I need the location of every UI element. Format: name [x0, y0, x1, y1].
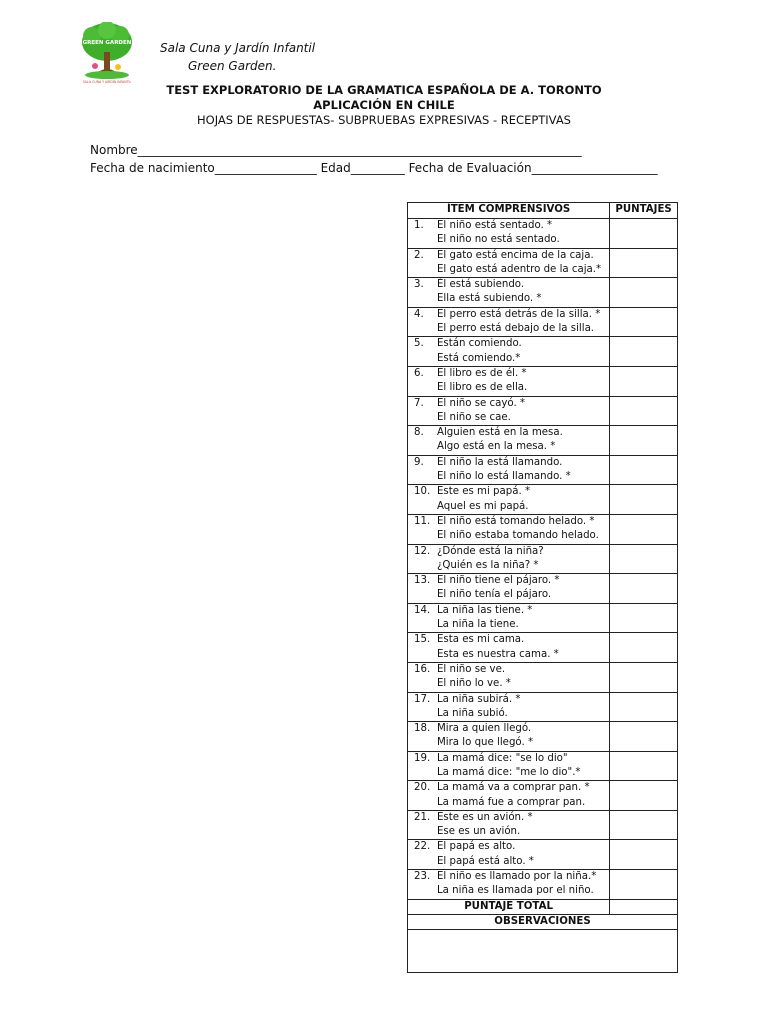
- item-option-b: El niño lo ve. *: [437, 678, 511, 690]
- item-line-1: [408, 574, 609, 588]
- table-row: [408, 248, 678, 278]
- item-option-a: La niña las tiene. *: [437, 604, 533, 616]
- item-number: 9.: [414, 456, 424, 468]
- item-line-1: [408, 308, 609, 322]
- score-cell[interactable]: [610, 692, 678, 722]
- item-cell: [408, 544, 610, 574]
- observations-input[interactable]: [408, 930, 678, 973]
- item-option-b: El niño se cae.: [437, 411, 511, 423]
- table-row: [408, 574, 678, 604]
- answer-table: [407, 202, 678, 973]
- item-option-a: El gato está encima de la caja.: [437, 249, 594, 261]
- item-option-b: El niño lo está llamando. *: [437, 471, 571, 483]
- table-row: [408, 485, 678, 515]
- observations-body-row: [408, 930, 678, 973]
- item-cell: [408, 662, 610, 692]
- item-option-a: El niño está tomando helado. *: [437, 515, 595, 527]
- item-option-a: El niño está sentado. *: [437, 220, 553, 231]
- table-row: [408, 722, 678, 752]
- item-number: 22.: [414, 841, 431, 853]
- score-cell[interactable]: [610, 544, 678, 574]
- item-option-a: El niño es llamado por la niña.*: [437, 871, 597, 883]
- item-option-a: El niño se cayó. *: [437, 397, 526, 409]
- item-line-1: [408, 604, 609, 618]
- item-option-a: Están comiendo.: [437, 338, 522, 350]
- total-score-cell[interactable]: [610, 899, 678, 914]
- item-line-1: [408, 397, 609, 411]
- item-option-a: Alguien está en la mesa.: [437, 427, 563, 439]
- item-line-1: [408, 545, 609, 559]
- item-line-1: [408, 485, 609, 499]
- item-number: 3.: [414, 279, 424, 291]
- item-line-1: [408, 426, 609, 440]
- score-cell[interactable]: [610, 485, 678, 515]
- table-row: [408, 751, 678, 781]
- observations-label: OBSERVACIONES: [408, 914, 678, 929]
- table-row: [408, 870, 678, 900]
- score-cell[interactable]: [610, 781, 678, 811]
- item-line-1: [408, 249, 609, 263]
- item-cell: [408, 248, 610, 278]
- item-cell: [408, 366, 610, 396]
- item-cell: [408, 870, 610, 900]
- item-cell: [408, 633, 610, 663]
- item-line-1: [408, 663, 609, 677]
- item-option-b: La niña la tiene.: [437, 619, 519, 631]
- score-cell[interactable]: [610, 574, 678, 604]
- item-cell: [408, 692, 610, 722]
- item-line-1: [408, 515, 609, 529]
- table-row: [408, 337, 678, 367]
- document-title: TEST EXPLORATORIO DE LA GRAMATICA ESPAÑOLA DE A. TORONTO: [166, 83, 602, 97]
- item-number: 8.: [414, 427, 424, 439]
- total-label: PUNTAJE TOTAL: [408, 899, 610, 914]
- item-option-b: Mira lo que llegó. *: [437, 737, 534, 749]
- table-row: [408, 603, 678, 633]
- item-line-1: [408, 693, 609, 707]
- score-cell[interactable]: [610, 662, 678, 692]
- score-cell[interactable]: [610, 278, 678, 308]
- item-cell: [408, 722, 610, 752]
- item-option-a: Este es mi papá. *: [437, 486, 531, 498]
- score-cell[interactable]: [610, 751, 678, 781]
- item-number: 13.: [414, 575, 431, 587]
- table-row: [408, 307, 678, 337]
- item-number: 15.: [414, 634, 431, 646]
- item-option-b: Está comiendo.*: [437, 352, 521, 364]
- item-option-b: La niña subió.: [437, 707, 508, 719]
- item-line-1: [408, 337, 609, 351]
- item-option-a: La niña subirá. *: [437, 693, 521, 705]
- school-name-line2: Green Garden.: [188, 59, 277, 73]
- item-cell: [408, 485, 610, 515]
- score-cell[interactable]: [610, 366, 678, 396]
- item-option-a: La mamá dice: "se lo dio": [437, 752, 568, 764]
- item-cell: [408, 307, 610, 337]
- score-cell[interactable]: [610, 840, 678, 870]
- school-name-line1: Sala Cuna y Jardín Infantil: [160, 41, 316, 55]
- item-cell: [408, 337, 610, 367]
- score-cell[interactable]: [610, 722, 678, 752]
- item-option-b: Ella está subiendo. *: [437, 293, 542, 305]
- item-option-b: El perro está debajo de la silla.: [437, 323, 595, 335]
- item-option-a: ¿Dónde está la niña?: [437, 545, 544, 557]
- total-row: [408, 899, 678, 914]
- document-subtitle: HOJAS DE RESPUESTAS- SUBPRUEBAS EXPRESIVAS - RECEPTIVAS: [197, 113, 571, 127]
- item-option-a: El niño tiene el pájaro. *: [437, 575, 560, 587]
- item-number: 20.: [414, 782, 431, 794]
- item-number: 5.: [414, 338, 424, 350]
- item-line-1: [408, 811, 609, 825]
- item-option-b: El niño no está sentado.: [437, 234, 560, 246]
- item-number: 17.: [414, 693, 431, 705]
- observations-header-row: [408, 914, 678, 929]
- item-cell: [408, 574, 610, 604]
- item-line-1: [408, 752, 609, 766]
- dates-field[interactable]: Fecha de nacimiento_________________ Edad_________ Fecha de Evaluación_____________________: [90, 161, 658, 175]
- item-option-b: Algo está en la mesa. *: [437, 441, 556, 453]
- item-option-a: El perro está detrás de la silla. *: [437, 308, 601, 320]
- table-row: [408, 455, 678, 485]
- item-cell: [408, 810, 610, 840]
- item-option-b: La niña es llamada por el niño.: [437, 885, 594, 897]
- table-row: [408, 544, 678, 574]
- item-cell: [408, 751, 610, 781]
- table-row: [408, 514, 678, 544]
- score-cell[interactable]: [610, 603, 678, 633]
- item-number: 14.: [414, 604, 431, 616]
- table-row: [408, 781, 678, 811]
- score-cell[interactable]: [610, 337, 678, 367]
- item-number: 18.: [414, 723, 431, 735]
- item-number: 2.: [414, 249, 424, 261]
- item-option-a: Este es un avión. *: [437, 811, 533, 823]
- item-line-1: [408, 278, 609, 292]
- item-option-b: El papá está alto. *: [437, 855, 534, 867]
- item-line-1: [408, 870, 609, 884]
- item-line-1: [408, 781, 609, 795]
- item-number: 4.: [414, 308, 424, 320]
- score-cell[interactable]: [610, 810, 678, 840]
- item-line-1: [408, 367, 609, 381]
- item-line-1: [408, 840, 609, 854]
- item-option-b: Esta es nuestra cama. *: [437, 648, 559, 660]
- item-line-1: [408, 633, 609, 647]
- item-option-a: Él está subiendo.: [437, 279, 525, 291]
- item-option-b: El niño estaba tomando helado.: [437, 530, 599, 542]
- item-option-a: La mamá va a comprar pan. *: [437, 782, 590, 794]
- item-cell: [408, 426, 610, 456]
- item-cell: [408, 396, 610, 426]
- item-number: 6.: [414, 367, 424, 379]
- item-line-1: [408, 219, 609, 233]
- item-number: 16.: [414, 663, 431, 675]
- item-cell: [408, 603, 610, 633]
- table-header-row: [408, 203, 678, 219]
- table-row: [408, 633, 678, 663]
- item-line-1: [408, 456, 609, 470]
- item-cell: [408, 278, 610, 308]
- name-field[interactable]: Nombre__________________________________________________________________________: [90, 143, 582, 157]
- item-option-a: El niño la está llamando.: [437, 456, 563, 468]
- item-option-a: El niño se ve.: [437, 663, 506, 675]
- table-row: [408, 426, 678, 456]
- item-number: 11.: [414, 515, 431, 527]
- table-row: [408, 662, 678, 692]
- column-header-scores: PUNTAJES: [610, 203, 678, 219]
- item-option-a: El papá es alto.: [437, 841, 516, 853]
- item-number: 10.: [414, 486, 431, 498]
- item-option-b: Ese es un avión.: [437, 826, 521, 838]
- item-number: 21.: [414, 811, 431, 823]
- item-option-b: El libro es de ella.: [437, 382, 528, 394]
- score-cell[interactable]: [610, 219, 678, 249]
- score-cell[interactable]: [610, 514, 678, 544]
- table-row: [408, 840, 678, 870]
- score-cell[interactable]: [610, 307, 678, 337]
- score-cell[interactable]: [610, 633, 678, 663]
- score-cell[interactable]: [610, 426, 678, 456]
- item-number: 23.: [414, 871, 431, 883]
- item-number: 7.: [414, 397, 424, 409]
- green-garden-logo: [80, 22, 134, 84]
- item-option-a: Esta es mi cama.: [437, 634, 525, 646]
- item-number: 12.: [414, 545, 431, 557]
- item-option-b: El gato está adentro de la caja.*: [437, 263, 602, 275]
- item-option-a: Mira a quien llegó.: [437, 723, 532, 735]
- item-cell: [408, 514, 610, 544]
- item-cell: [408, 219, 610, 249]
- table-row: [408, 278, 678, 308]
- item-cell: [408, 455, 610, 485]
- item-option-b: La mamá dice: "me lo dio".*: [437, 766, 581, 778]
- table-row: [408, 396, 678, 426]
- item-cell: [408, 781, 610, 811]
- svg-text:SALA CUNA Y JARDÍN INFANTIL: SALA CUNA Y JARDÍN INFANTIL: [82, 80, 132, 84]
- item-line-1: [408, 722, 609, 736]
- table-row: [408, 366, 678, 396]
- score-cell[interactable]: [610, 455, 678, 485]
- document-title-line2: APLICACIÓN EN CHILE: [313, 98, 455, 112]
- table-row: [408, 810, 678, 840]
- column-header-items: ÍTEM COMPRENSIVOS: [408, 203, 610, 219]
- item-cell: [408, 840, 610, 870]
- score-cell[interactable]: [610, 396, 678, 426]
- item-option-b: Aquel es mi papá.: [437, 500, 529, 512]
- item-number: 19.: [414, 752, 431, 764]
- score-cell[interactable]: [610, 248, 678, 278]
- table-row: [408, 692, 678, 722]
- table-row: [408, 219, 678, 249]
- item-option-b: ¿Quién es la niña? *: [437, 559, 539, 571]
- item-option-b: La mamá fue a comprar pan.: [437, 796, 586, 808]
- item-option-b: El niño tenía el pájaro.: [437, 589, 552, 601]
- score-cell[interactable]: [610, 870, 678, 900]
- item-option-a: El libro es de él. *: [437, 367, 527, 379]
- svg-text:GREEN GARDEN: GREEN GARDEN: [82, 40, 132, 46]
- item-number: 1.: [414, 220, 424, 231]
